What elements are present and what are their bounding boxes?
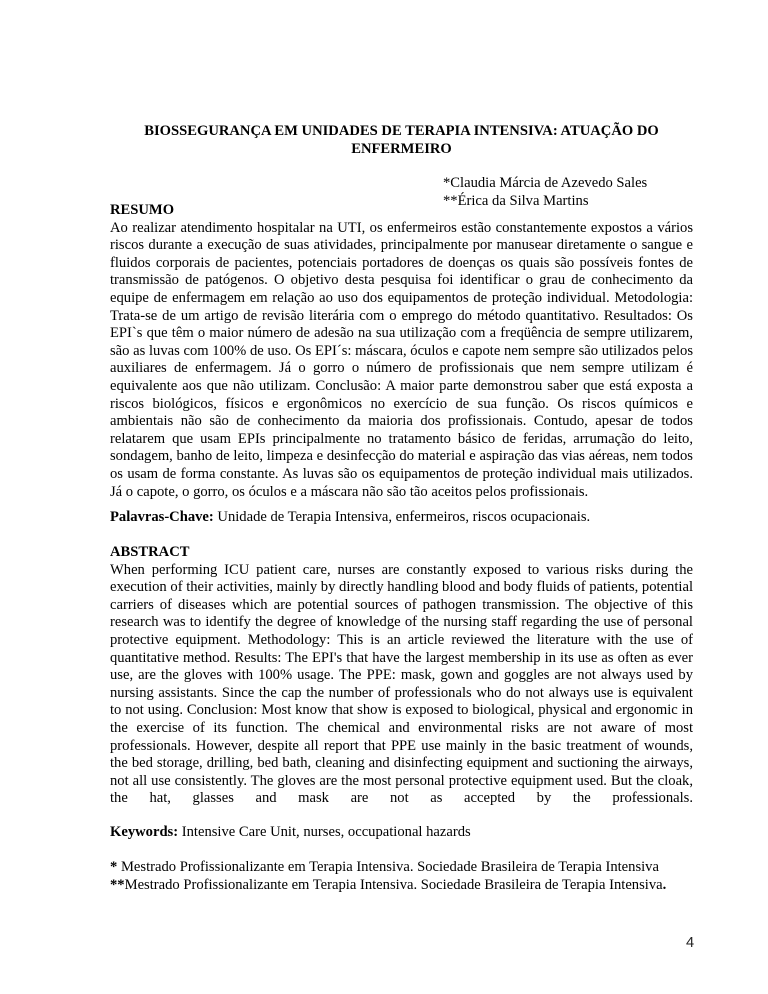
author-1: *Claudia Márcia de Azevedo Sales bbox=[443, 175, 648, 191]
keywords-text: Intensive Care Unit, nurses, occupational hazards bbox=[178, 824, 471, 840]
palavras-chave bbox=[110, 509, 693, 527]
footnote-1-text: Mestrado Profissionalizante em Terapia Intensiva. Sociedade Brasileira de Terapia Intensiva bbox=[117, 859, 659, 875]
keywords bbox=[110, 824, 693, 842]
footnote-1-mark: * bbox=[110, 859, 118, 875]
abstract-section bbox=[110, 544, 693, 808]
footnote-1 bbox=[110, 859, 693, 877]
abstract-heading: ABSTRACT bbox=[110, 544, 190, 560]
author-2: **Érica da Silva Martins bbox=[443, 192, 589, 209]
document-title: BIOSSEGURANÇA EM UNIDADES DE TERAPIA INTENSIVA: ATUAÇÃO DO ENFERMEIRO bbox=[144, 123, 659, 157]
palavras-chave-section bbox=[110, 509, 693, 527]
footnote-2 bbox=[110, 877, 693, 895]
resumo-section bbox=[110, 202, 693, 501]
footnote-2-mark: ** bbox=[110, 876, 125, 893]
keywords-section bbox=[110, 824, 693, 842]
footnotes bbox=[110, 859, 693, 894]
palavras-chave-label: Palavras-Chave: bbox=[110, 509, 214, 525]
resumo-body: Ao realizar atendimento hospitalar na UTI, os enfermeiros estão constantemente expostos a vários riscos durante a execução de suas atividades, principalmente por manusear diretamente o sangue e fluidos corporais de pacientes, potenciais portadores de doenças os quais são possíveis fontes de transmissão de patógenos. O objetivo desta pesquisa foi identificar o grau de conhecimento da equipe de enfermagem em relação ao uso dos equipamentos de proteção individual. Metodologia: Trata-se de um artigo de revisão literária com o emprego do método quantitativo. Resultados: Os EPI`s que têm o maior número de adesão na sua utilização com a freqüência de sempre utilizarem, são as luvas com 100% de uso. Os EPI´s: máscara, óculos e capote nem sempre são utilizados pelos auxiliares de enfermagem. Já o gorro o número de profissionais que nem sempre utilizam é equivalente aos que não utilizam. Conclusão: A maior parte demonstrou saber que está exposta a riscos biológicos, físicos e ergonômicos no exercício de sua função. Os riscos químicos e ambientais não são de conhecimento da maioria dos profissionais. Contudo, apesar de todos relatarem que usam EPIs principalmente no tratamento básico de feridas, arrumação do leito, sondagem, banho de leito, limpeza e desinfecção do material e aspiração das vias aéreas, nem todos os usam de forma constante. As luvas são os equipamentos de proteção individual mais utilizados. Já o capote, o gorro, os óculos e a máscara não são tão aceitos pelos profissionais. bbox=[110, 219, 693, 500]
footnote-2-trailing: . bbox=[662, 876, 667, 893]
resumo-heading: RESUMO bbox=[110, 202, 175, 218]
footnote-2-text: Mestrado Profissionalizante em Terapia Intensiva. Sociedade Brasileira de Terapia Intensiva bbox=[124, 876, 663, 893]
keywords-label: Keywords: bbox=[110, 824, 179, 840]
page-number: 4 bbox=[686, 935, 695, 951]
abstract-body: When performing ICU patient care, nurses are constantly exposed to various risks during the execution of their activities, mainly by directly handling blood and body fluids of patients, potential carriers of diseases which are potential sources of pathogen transmission. The objective of this research was to identify the degree of knowledge of the nursing staff regarding the use of personal protective equipment. Methodology: This is an article reviewed the literature with the use of quantitative method. Results: The EPI's that have the largest membership in its use as often as ever use, are the gloves with 100% usage. The PPE: mask, gown and goggles are not always used by nursing assistants. Since the cap the number of professionals who do not always use is equivalent to not using. Conclusion: Most know that show is exposed to biological, physical and ergonomic in the exercise of its function. The chemical and environmental risks are not aware of most professionals. However, despite all report that PPE use mainly in the basic treatment of wounds, the bed storage, drilling, bed bath, cleaning and disinfecting equipment and suctioning the airways, not all use consistently. The gloves are the most personal protective equipment used. But the cloak, the hat, glasses and mask are not as accepted by the professionals. bbox=[110, 561, 693, 807]
palavras-chave-text: Unidade de Terapia Intensiva, enfermeiros, riscos ocupacionais. bbox=[213, 509, 591, 525]
